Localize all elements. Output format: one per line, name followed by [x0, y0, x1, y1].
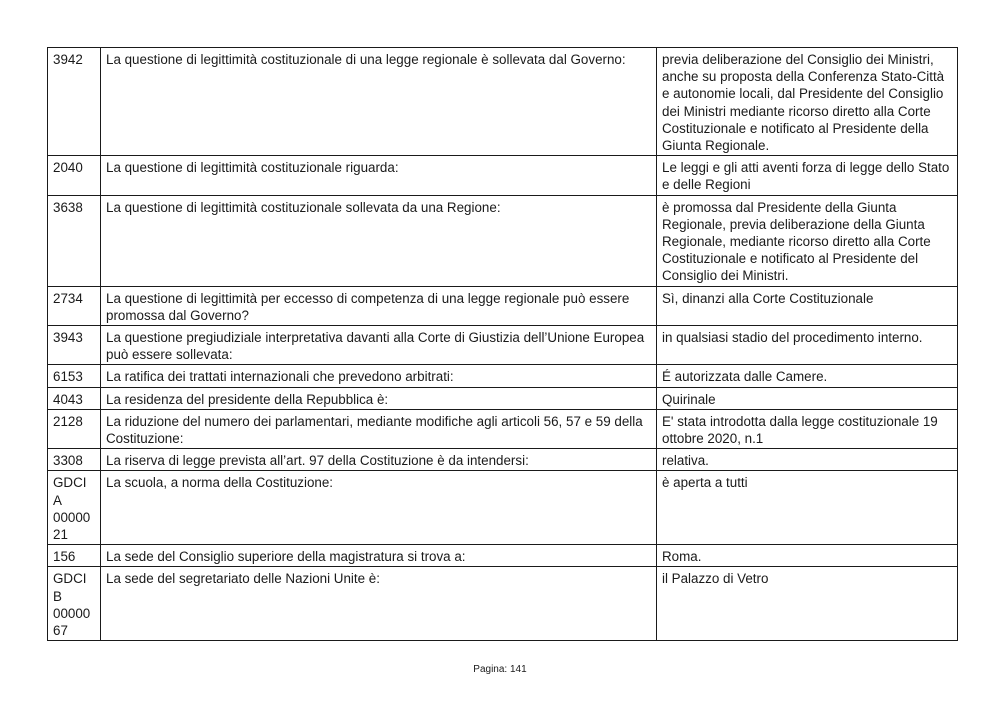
- answer-text: il Palazzo di Vetro: [657, 567, 958, 641]
- question-id: 2734: [48, 286, 101, 325]
- page-number: Pagina: 141: [473, 664, 527, 675]
- question-id: 156: [48, 545, 101, 567]
- question-text: La residenza del presidente della Repubblica è:: [101, 387, 657, 409]
- question-id: 3942: [48, 48, 101, 156]
- question-text: La scuola, a norma della Costituzione:: [101, 471, 657, 545]
- table-row: [48, 48, 958, 156]
- question-id: GDCIA 00000 21: [48, 471, 101, 545]
- question-id: GDCIB 00000 67: [48, 567, 101, 641]
- table-row: [48, 365, 958, 387]
- question-id: 2128: [48, 409, 101, 448]
- question-text: La ratifica dei trattati internazionali che prevedono arbitrati:: [101, 365, 657, 387]
- answer-text: in qualsiasi stadio del procedimento interno.: [657, 326, 958, 365]
- answer-text: Sì, dinanzi alla Corte Costituzionale: [657, 286, 958, 325]
- answer-text: è promossa dal Presidente della Giunta Regionale, previa deliberazione della Giunta Regionale, mediante ricorso diretto alla Corte Costituzionale e notificato al Presidente del Consiglio dei Ministri.: [657, 195, 958, 286]
- question-text: La questione di legittimità costituzionale di una legge regionale è sollevata dal Governo:: [101, 48, 657, 156]
- question-id: 2040: [48, 156, 101, 195]
- question-id: 3308: [48, 449, 101, 471]
- answer-text: Quirinale: [657, 387, 958, 409]
- answer-text: è aperta a tutti: [657, 471, 958, 545]
- table-row: [48, 156, 958, 195]
- question-id: 4043: [48, 387, 101, 409]
- table-row: [48, 195, 958, 286]
- question-text: La questione di legittimità costituzionale sollevata da una Regione:: [101, 195, 657, 286]
- answer-text: Roma.: [657, 545, 958, 567]
- table-row: [48, 387, 958, 409]
- answer-text: relativa.: [657, 449, 958, 471]
- question-id: 3943: [48, 326, 101, 365]
- answer-text: previa deliberazione del Consiglio dei Ministri, anche su proposta della Conferenza Stato-Città e autonomie locali, dal Presidente del Consiglio dei Ministri mediante ricorso diretto alla Corte Costituzionale e notificato al Presidente della Giunta Regionale.: [657, 48, 958, 156]
- question-id: 6153: [48, 365, 101, 387]
- question-table: [47, 47, 958, 641]
- table-row: [48, 471, 958, 545]
- question-text: La riduzione del numero dei parlamentari, mediante modifiche agli articoli 56, 57 e 59 della Costituzione:: [101, 409, 657, 448]
- table-row: [48, 409, 958, 448]
- answer-text: Le leggi e gli atti aventi forza di legge dello Stato e delle Regioni: [657, 156, 958, 195]
- question-text: La questione pregiudiziale interpretativa davanti alla Corte di Giustizia dell’Unione Europea può essere sollevata:: [101, 326, 657, 365]
- question-table-body: [48, 48, 958, 641]
- table-row: [48, 545, 958, 567]
- answer-text: É autorizzata dalle Camere.: [657, 365, 958, 387]
- question-text: La riserva di legge prevista all’art. 97 della Costituzione è da intendersi:: [101, 449, 657, 471]
- question-id: 3638: [48, 195, 101, 286]
- table-row: [48, 326, 958, 365]
- answer-text: E' stata introdotta dalla legge costituzionale 19 ottobre 2020, n.1: [657, 409, 958, 448]
- table-row: [48, 286, 958, 325]
- question-text: La sede del Consiglio superiore della magistratura si trova a:: [101, 545, 657, 567]
- question-text: La questione di legittimità costituzionale riguarda:: [101, 156, 657, 195]
- question-text: La questione di legittimità per eccesso di competenza di una legge regionale può essere promossa dal Governo?: [101, 286, 657, 325]
- table-row: [48, 449, 958, 471]
- question-text: La sede del segretariato delle Nazioni Unite è:: [101, 567, 657, 641]
- table-row: [48, 567, 958, 641]
